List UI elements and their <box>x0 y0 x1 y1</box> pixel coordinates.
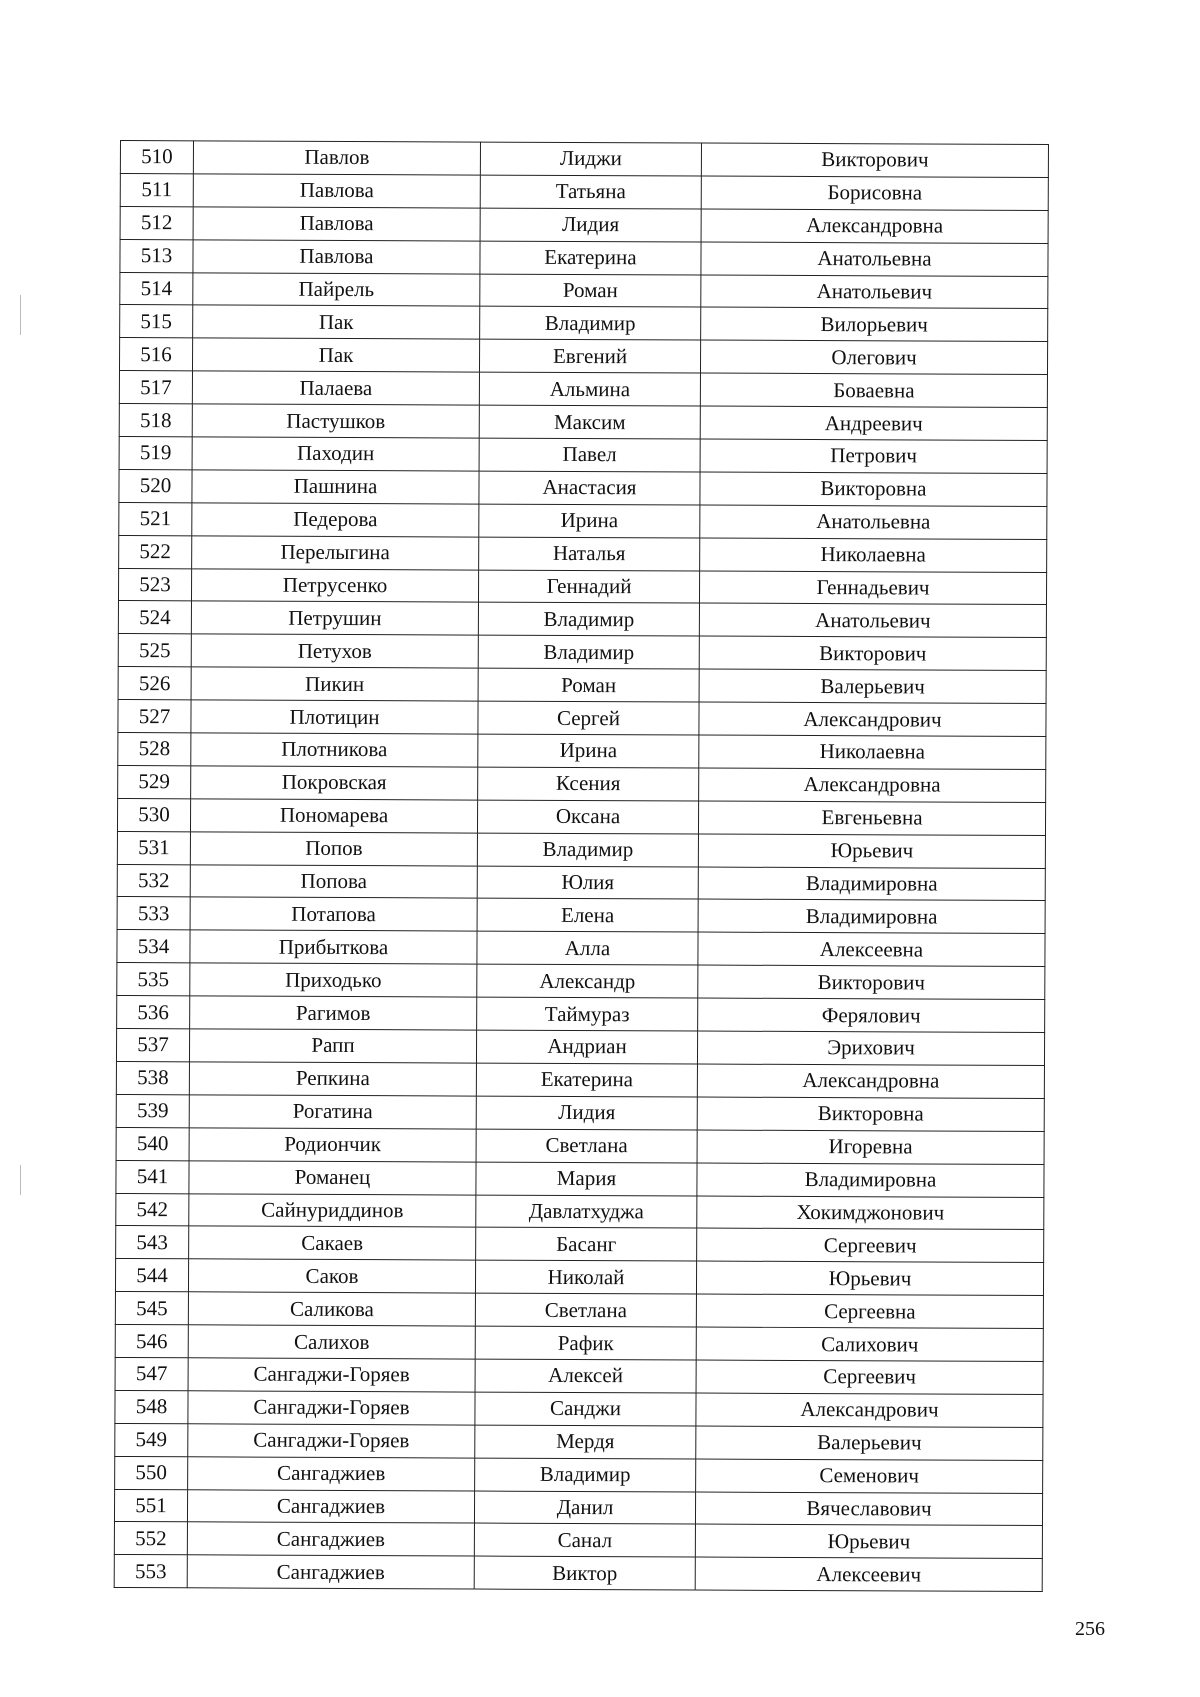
row-number-cell: 515 <box>120 305 193 338</box>
first-name-cell: Юлия <box>477 866 698 900</box>
patronymic-cell: Эрихович <box>697 1031 1044 1065</box>
last-name-cell: Рагимов <box>190 996 477 1030</box>
patronymic-cell: Борисовна <box>701 176 1048 210</box>
row-number-cell: 535 <box>117 963 190 996</box>
first-name-cell: Лиджи <box>480 142 701 176</box>
first-name-cell: Ирина <box>479 504 700 538</box>
first-name-cell: Екатерина <box>480 241 701 275</box>
row-number-cell: 547 <box>115 1357 188 1390</box>
patronymic-cell: Сергеевич <box>697 1228 1044 1262</box>
first-name-cell: Алексей <box>475 1359 696 1393</box>
row-number-cell: 524 <box>118 601 191 634</box>
row-number-cell: 532 <box>117 864 190 897</box>
table-row <box>117 930 1045 967</box>
first-name-cell: Мердя <box>475 1425 696 1459</box>
last-name-cell: Пономарева <box>190 799 477 833</box>
table-row <box>114 1489 1042 1526</box>
last-name-cell: Потапова <box>190 897 477 931</box>
row-number-cell: 518 <box>119 404 192 437</box>
table-row <box>119 371 1047 408</box>
row-number-cell: 534 <box>117 930 190 963</box>
row-number-cell: 523 <box>118 568 191 601</box>
row-number-cell: 551 <box>114 1489 187 1522</box>
table-row <box>115 1456 1043 1493</box>
patronymic-cell: Вилорьевич <box>701 307 1048 341</box>
last-name-cell: Пикин <box>191 667 478 701</box>
patronymic-cell: Валерьевич <box>696 1426 1043 1460</box>
names-table-body <box>114 141 1048 1592</box>
table-row <box>120 272 1048 309</box>
row-number-cell: 513 <box>120 239 193 272</box>
table-row <box>119 338 1047 375</box>
first-name-cell: Басанг <box>476 1227 697 1261</box>
patronymic-cell: Викторовна <box>697 1097 1044 1131</box>
last-name-cell: Сакаев <box>189 1226 476 1260</box>
last-name-cell: Плотникова <box>191 733 478 767</box>
table-row <box>119 535 1047 572</box>
row-number-cell: 529 <box>118 765 191 798</box>
last-name-cell: Пайрель <box>193 272 480 306</box>
first-name-cell: Павел <box>479 438 700 472</box>
row-number-cell: 533 <box>117 897 190 930</box>
row-number-cell: 530 <box>117 798 190 831</box>
row-number-cell: 542 <box>116 1193 189 1226</box>
table-row <box>118 634 1046 671</box>
patronymic-cell: Валерьевич <box>699 669 1046 703</box>
first-name-cell: Владимир <box>478 635 699 669</box>
row-number-cell: 553 <box>114 1555 187 1588</box>
patronymic-cell: Андреевич <box>700 406 1047 440</box>
last-name-cell: Пашнина <box>192 470 479 504</box>
table-row <box>115 1357 1043 1394</box>
patronymic-cell: Викторович <box>699 636 1046 670</box>
table-row <box>120 239 1048 276</box>
table-row <box>118 601 1046 638</box>
last-name-cell: Петрушин <box>191 601 478 635</box>
patronymic-cell: Николаевна <box>700 538 1047 572</box>
row-number-cell: 546 <box>115 1325 188 1358</box>
table-row <box>120 206 1048 243</box>
patronymic-cell: Александрович <box>699 702 1046 736</box>
scan-margin-mark <box>20 1165 21 1195</box>
row-number-cell: 539 <box>116 1094 189 1127</box>
row-number-cell: 544 <box>115 1259 188 1292</box>
last-name-cell: Сангаджиев <box>187 1489 474 1523</box>
last-name-cell: Салихов <box>188 1325 475 1359</box>
table-row <box>114 1555 1042 1592</box>
patronymic-cell: Алексеевич <box>695 1557 1042 1591</box>
last-name-cell: Пастушков <box>192 404 479 438</box>
last-name-cell: Петухов <box>191 634 478 668</box>
last-name-cell: Покровская <box>191 766 478 800</box>
first-name-cell: Владимир <box>477 833 698 867</box>
row-number-cell: 521 <box>119 502 192 535</box>
row-number-cell: 520 <box>119 469 192 502</box>
last-name-cell: Сангаджиев <box>187 1555 474 1589</box>
first-name-cell: Владимир <box>475 1458 696 1492</box>
first-name-cell: Светлана <box>475 1293 696 1327</box>
patronymic-cell: Вячеславович <box>695 1492 1042 1526</box>
last-name-cell: Павлова <box>193 207 480 241</box>
row-number-cell: 550 <box>115 1456 188 1489</box>
first-name-cell: Давлатхуджа <box>476 1195 697 1229</box>
row-number-cell: 510 <box>120 141 193 174</box>
last-name-cell: Саков <box>188 1259 475 1293</box>
last-name-cell: Паходин <box>192 437 479 471</box>
patronymic-cell: Сергеевна <box>696 1294 1043 1328</box>
last-name-cell: Рапп <box>189 1029 476 1063</box>
table-row <box>115 1292 1043 1329</box>
table-row <box>116 1160 1044 1197</box>
first-name-cell: Таймураз <box>477 997 698 1031</box>
first-name-cell: Александр <box>477 964 698 998</box>
table-row <box>120 141 1048 178</box>
last-name-cell: Попова <box>190 864 477 898</box>
first-name-cell: Елена <box>477 899 698 933</box>
last-name-cell: Попов <box>190 832 477 866</box>
table-row <box>119 404 1047 441</box>
patronymic-cell: Хокимджонович <box>697 1196 1044 1230</box>
last-name-cell: Сангаджиев <box>188 1456 475 1490</box>
table-row <box>117 897 1045 934</box>
patronymic-cell: Анатольевна <box>701 242 1048 276</box>
patronymic-cell: Александровна <box>699 768 1046 802</box>
row-number-cell: 528 <box>118 733 191 766</box>
patronymic-cell: Анатольевич <box>699 604 1046 638</box>
patronymic-cell: Александровна <box>697 1064 1044 1098</box>
table-row <box>117 831 1045 868</box>
page-number: 256 <box>1075 1618 1105 1640</box>
patronymic-cell: Семенович <box>696 1459 1043 1493</box>
last-name-cell: Саликова <box>188 1292 475 1326</box>
last-name-cell: Плотицин <box>191 700 478 734</box>
first-name-cell: Татьяна <box>480 175 701 209</box>
scan-margin-mark <box>20 295 21 335</box>
first-name-cell: Светлана <box>476 1129 697 1163</box>
table-row <box>120 173 1048 210</box>
first-name-cell: Данил <box>474 1491 695 1525</box>
first-name-cell: Владимир <box>480 307 701 341</box>
patronymic-cell: Владимировна <box>698 867 1045 901</box>
patronymic-cell: Юрьевич <box>696 1261 1043 1295</box>
last-name-cell: Репкина <box>189 1062 476 1096</box>
last-name-cell: Родиончик <box>189 1128 476 1162</box>
first-name-cell: Николай <box>475 1260 696 1294</box>
patronymic-cell: Александровна <box>701 209 1048 243</box>
patronymic-cell: Геннадьевич <box>699 571 1046 605</box>
last-name-cell: Павлова <box>193 174 480 208</box>
row-number-cell: 545 <box>115 1292 188 1325</box>
first-name-cell: Наталья <box>479 537 700 571</box>
row-number-cell: 552 <box>114 1522 187 1555</box>
table-row <box>118 667 1046 704</box>
last-name-cell: Приходько <box>190 963 477 997</box>
patronymic-cell: Евгеньевна <box>698 801 1045 835</box>
last-name-cell: Перелыгина <box>192 536 479 570</box>
patronymic-cell: Викторович <box>698 965 1045 999</box>
row-number-cell: 526 <box>118 667 191 700</box>
patronymic-cell: Анатольевна <box>700 505 1047 539</box>
row-number-cell: 511 <box>120 173 193 206</box>
first-name-cell: Рафик <box>475 1326 696 1360</box>
patronymic-cell: Викторович <box>701 143 1048 177</box>
first-name-cell: Лидия <box>480 208 701 242</box>
first-name-cell: Владимир <box>478 603 699 637</box>
table-row <box>116 1061 1044 1098</box>
patronymic-cell: Юрьевич <box>698 834 1045 868</box>
table-row <box>118 568 1046 605</box>
first-name-cell: Роман <box>480 274 701 308</box>
patronymic-cell: Ферялович <box>698 998 1045 1032</box>
first-name-cell: Ирина <box>478 734 699 768</box>
first-name-cell: Виктор <box>474 1556 695 1590</box>
last-name-cell: Педерова <box>192 503 479 537</box>
patronymic-cell: Петрович <box>700 439 1047 473</box>
table-row <box>116 1127 1044 1164</box>
table-row <box>114 1522 1042 1559</box>
table-row <box>120 305 1048 342</box>
first-name-cell: Андриан <box>476 1030 697 1064</box>
first-name-cell: Евгений <box>479 339 700 373</box>
last-name-cell: Рогатина <box>189 1095 476 1129</box>
table-row <box>116 1193 1044 1230</box>
last-name-cell: Палаева <box>192 371 479 405</box>
table-row <box>115 1259 1043 1296</box>
first-name-cell: Екатерина <box>476 1063 697 1097</box>
row-number-cell: 538 <box>116 1061 189 1094</box>
last-name-cell: Павлова <box>193 239 480 273</box>
last-name-cell: Сангаджи-Горяев <box>188 1391 475 1425</box>
last-name-cell: Сангаджиев <box>187 1522 474 1556</box>
last-name-cell: Прибыткова <box>190 930 477 964</box>
patronymic-cell: Сергеевич <box>696 1360 1043 1394</box>
first-name-cell: Санал <box>474 1523 695 1557</box>
table-row <box>119 437 1047 474</box>
row-number-cell: 549 <box>115 1423 188 1456</box>
first-name-cell: Геннадий <box>478 570 699 604</box>
table-row <box>115 1423 1043 1460</box>
row-number-cell: 514 <box>120 272 193 305</box>
table-row <box>116 1226 1044 1263</box>
last-name-cell: Павлов <box>193 141 480 175</box>
last-name-cell: Пак <box>193 305 480 339</box>
patronymic-cell: Викторовна <box>700 472 1047 506</box>
row-number-cell: 548 <box>115 1390 188 1423</box>
row-number-cell: 543 <box>116 1226 189 1259</box>
row-number-cell: 517 <box>119 371 192 404</box>
last-name-cell: Романец <box>189 1160 476 1194</box>
first-name-cell: Альмина <box>479 372 700 406</box>
names-table <box>114 140 1049 1592</box>
first-name-cell: Ксения <box>478 767 699 801</box>
patronymic-cell: Александрович <box>696 1393 1043 1427</box>
table-row <box>117 996 1045 1033</box>
last-name-cell: Пак <box>192 338 479 372</box>
patronymic-cell: Владимировна <box>697 1163 1044 1197</box>
row-number-cell: 512 <box>120 206 193 239</box>
table-row <box>116 1029 1044 1066</box>
row-number-cell: 527 <box>118 700 191 733</box>
row-number-cell: 531 <box>117 831 190 864</box>
table-row <box>117 963 1045 1000</box>
patronymic-cell: Олегович <box>700 340 1047 374</box>
first-name-cell: Анастасия <box>479 471 700 505</box>
first-name-cell: Сергей <box>478 701 699 735</box>
row-number-cell: 519 <box>119 437 192 470</box>
table-row <box>116 1094 1044 1131</box>
first-name-cell: Максим <box>479 405 700 439</box>
table-row <box>118 733 1046 770</box>
patronymic-cell: Анатольевич <box>701 275 1048 309</box>
table-row <box>118 765 1046 802</box>
row-number-cell: 516 <box>119 338 192 371</box>
first-name-cell: Лидия <box>476 1096 697 1130</box>
row-number-cell: 525 <box>118 634 191 667</box>
table-row <box>118 700 1046 737</box>
table-row <box>115 1390 1043 1427</box>
patronymic-cell: Игоревна <box>697 1130 1044 1164</box>
patronymic-cell: Салихович <box>696 1327 1043 1361</box>
table-row <box>119 469 1047 506</box>
table-row <box>117 798 1045 835</box>
last-name-cell: Сангаджи-Горяев <box>188 1358 475 1392</box>
last-name-cell: Сайнуриддинов <box>189 1193 476 1227</box>
table-row <box>119 502 1047 539</box>
row-number-cell: 537 <box>116 1029 189 1062</box>
table-row <box>115 1325 1043 1362</box>
first-name-cell: Оксана <box>477 800 698 834</box>
patronymic-cell: Владимировна <box>698 900 1045 934</box>
first-name-cell: Мария <box>476 1162 697 1196</box>
last-name-cell: Сангаджи-Горяев <box>188 1424 475 1458</box>
first-name-cell: Роман <box>478 668 699 702</box>
row-number-cell: 522 <box>119 535 192 568</box>
first-name-cell: Алла <box>477 931 698 965</box>
last-name-cell: Петрусенко <box>191 568 478 602</box>
patronymic-cell: Юрьевич <box>695 1524 1042 1558</box>
row-number-cell: 536 <box>117 996 190 1029</box>
first-name-cell: Санджи <box>475 1392 696 1426</box>
row-number-cell: 541 <box>116 1160 189 1193</box>
patronymic-cell: Николаевна <box>699 735 1046 769</box>
patronymic-cell: Алексеевна <box>698 932 1045 966</box>
table-row <box>117 864 1045 901</box>
row-number-cell: 540 <box>116 1127 189 1160</box>
patronymic-cell: Боваевна <box>700 373 1047 407</box>
